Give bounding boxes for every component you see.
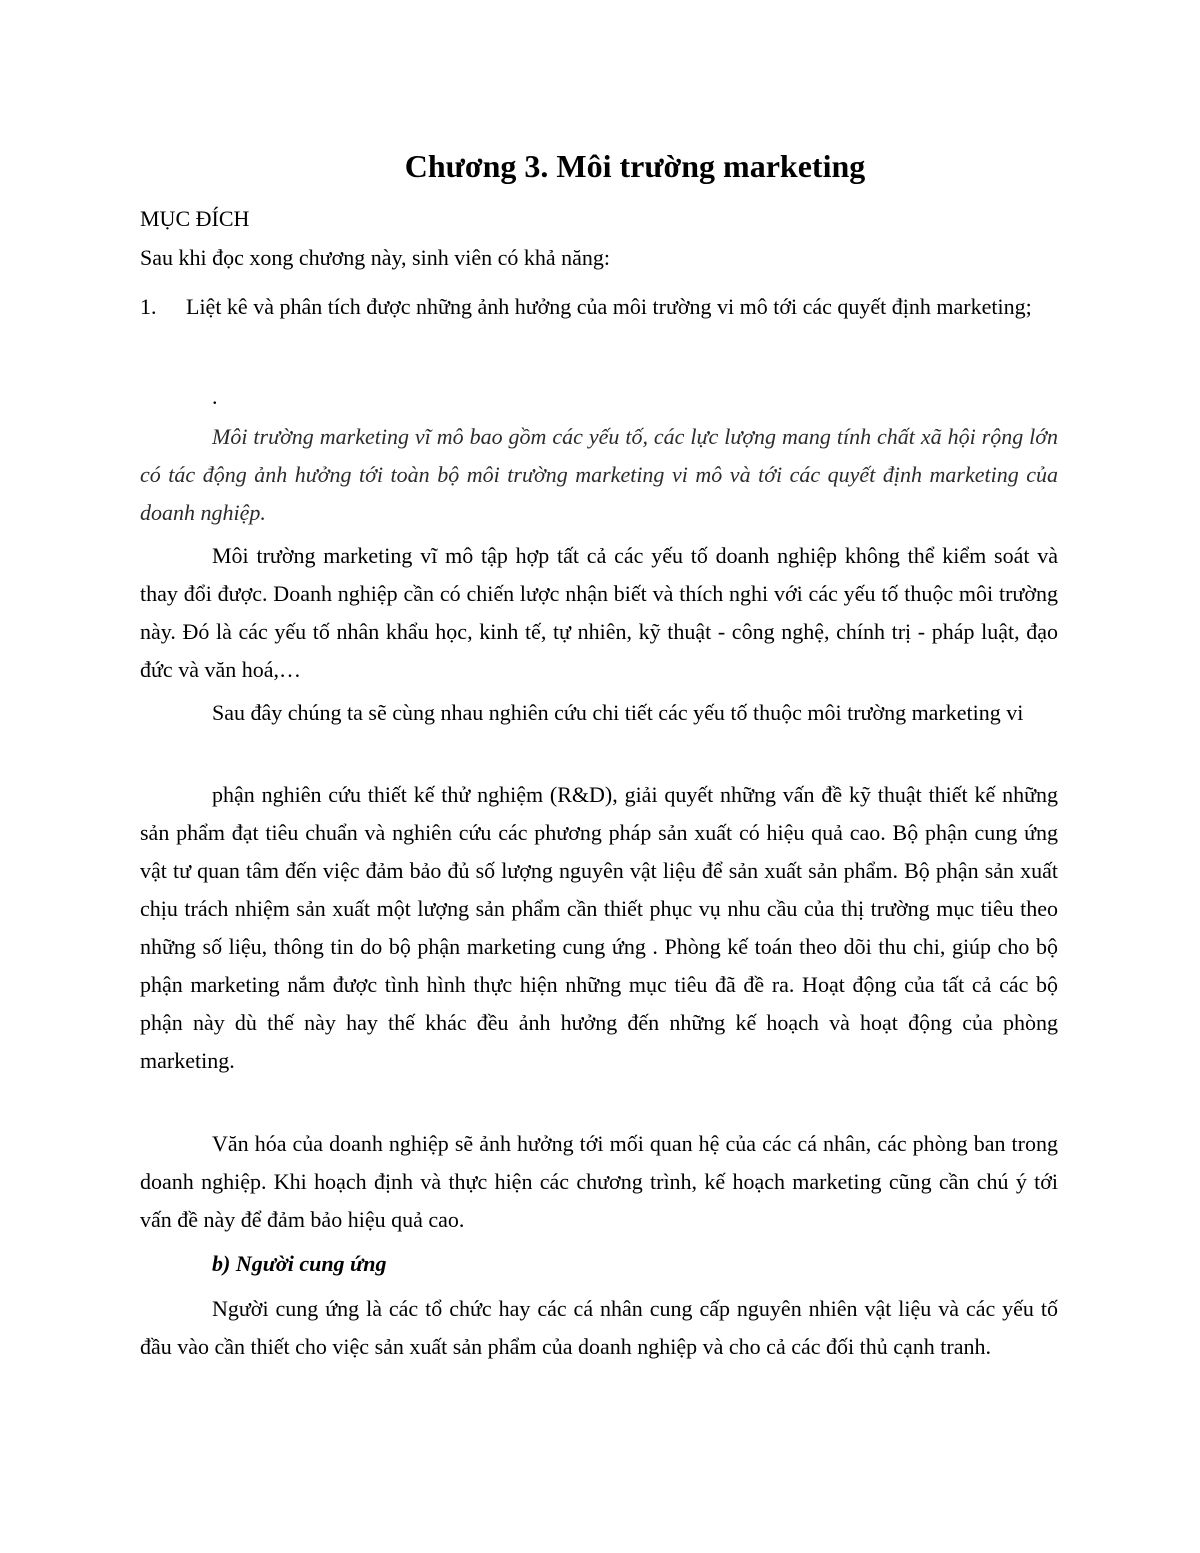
stray-dot: . (212, 384, 218, 409)
paragraph-suppliers: Người cung ứng là các tổ chức hay các cá nhân cung cấp nguyên nhiên vật liệu và các yếu tố đầu vào cần thiết cho việc sản xuất sản phẩm của doanh nghiệp và cho cả các đối thủ cạnh tranh. (140, 1296, 1058, 1359)
list-item (140, 288, 1058, 326)
paragraph-departments: phận nghiên cứu thiết kế thử nghiệm (R&D), giải quyết những vấn đề kỹ thuật thiết kế những sản phẩm đạt tiêu chuẩn và nghiên cứu các phương pháp sản xuất có hiệu quả cao. Bộ phận cung ứng vật tư quan tâm đến việc đảm bảo đủ số lượng nguyên vật liệu để sản xuất sản phẩm. Bộ phận sản xuất chịu trách nhiệm sản xuất một lượng sản phẩm cần thiết phục vụ nhu cầu của thị trường mục tiêu theo những số liệu, thông tin do bộ phận marketing cung ứng . Phòng kế toán theo dõi thu chi, giúp cho bộ phận marketing nắm được tình hình thực hiện những mục tiêu đã đề ra. Hoạt động của tất cả các bộ phận này dù thế này hay thế khác đều ảnh hưởng đến những kế hoạch và hoạt động của phòng marketing. (140, 782, 1058, 1073)
paragraph-culture: Văn hóa của doanh nghiệp sẽ ảnh hưởng tới mối quan hệ của các cá nhân, các phòng ban trong doanh nghiệp. Khi hoạch định và thực hiện các chương trình, kế hoạch marketing cũng cần chú ý tới vấn đề này để đảm bảo hiệu quả cao. (140, 1131, 1058, 1232)
italic-paragraph: Môi trường marketing vĩ mô bao gồm các yếu tố, các lực lượng mang tính chất xã hội rộng lớn có tác động ảnh hưởng tới toàn bộ môi trường marketing vi mô và tới các quyết định marketing của doanh nghiệp. (140, 424, 1058, 525)
intro-line: Sau khi đọc xong chương này, sinh viên có khả năng: (140, 245, 610, 270)
list-item-text: Liệt kê và phân tích được những ảnh hưởng của môi trường vi mô tới các quyết định marketing; (186, 294, 1032, 319)
paragraph-macro-environment: Môi trường marketing vĩ mô tập hợp tất cả các yếu tố doanh nghiệp không thể kiểm soát và thay đổi được. Doanh nghiệp cần có chiến lược nhận biết và thích nghi với các yếu tố thuộc môi trường này. Đó là các yếu tố nhân khẩu học, kinh tế, tự nhiên, kỹ thuật - công nghệ, chính trị - pháp luật, đạo đức và văn hoá,… (140, 543, 1058, 682)
chapter-title: Chương 3. Môi trường marketing (404, 148, 866, 184)
paragraph-next-section: Sau đây chúng ta sẽ cùng nhau nghiên cứu chi tiết các yếu tố thuộc môi trường marketing vi (212, 700, 1024, 725)
list-item-number: 1. (140, 294, 157, 319)
section-label: MỤC ĐÍCH (140, 206, 250, 231)
subheading-suppliers: b) Người cung ứng (212, 1251, 387, 1276)
